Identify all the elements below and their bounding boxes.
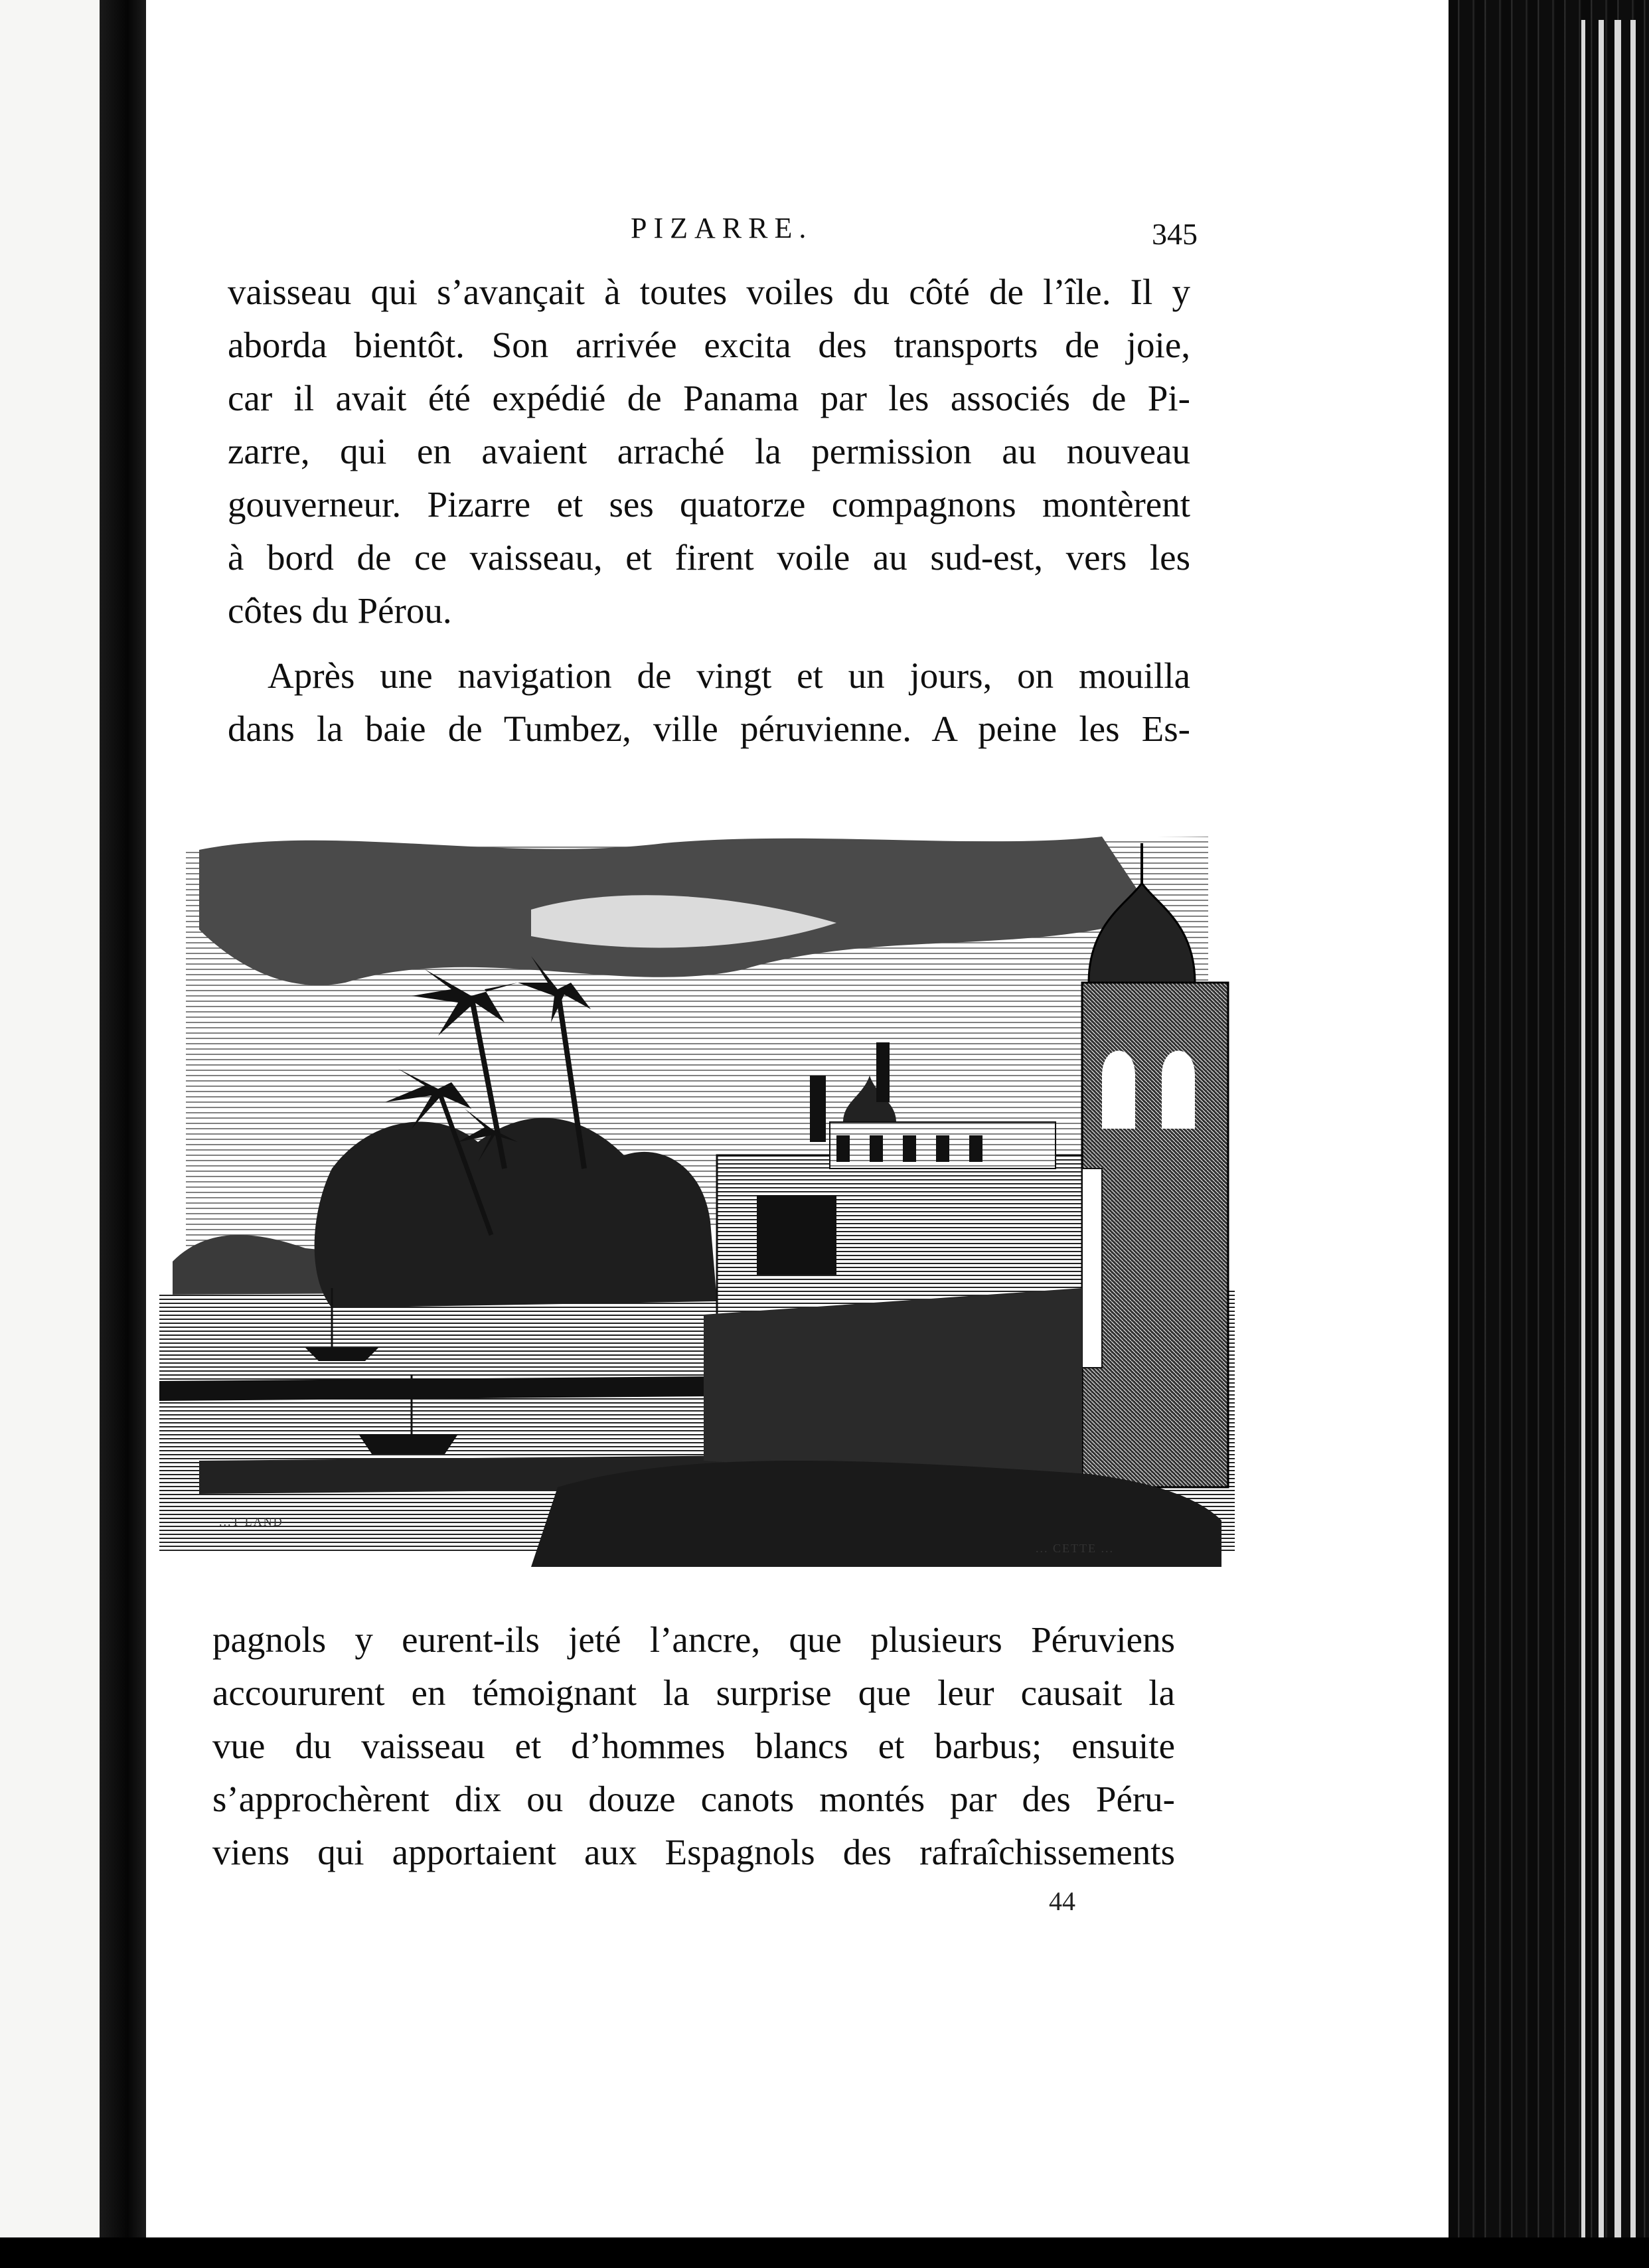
text-line: vue du vaisseau et d’hommes blancs et barbus; ensuite xyxy=(212,1726,1175,1766)
text-line: zarre, qui en avaient arraché la permission au nouveau xyxy=(228,431,1190,471)
text-line: gouverneur. Pizarre et ses quatorze compagnons montèrent xyxy=(228,484,1190,525)
book-gutter xyxy=(100,0,146,2268)
paragraph-1 xyxy=(228,266,1190,637)
text-line: Après une navigation de vingt et un jours, on mouilla xyxy=(268,655,1190,696)
text-line: s’approchèrent dix ou douze canots montés par des Péru- xyxy=(212,1779,1175,1819)
text-line: côtes du Pérou. xyxy=(228,590,452,631)
paragraph-3 xyxy=(212,1613,1175,1879)
scan-bottom-border xyxy=(0,2237,1649,2268)
page-fore-edge xyxy=(1449,0,1649,2268)
running-head: PIZARRE. xyxy=(631,212,813,244)
text-line: viens qui apportaient aux Espagnols des rafraîchissements xyxy=(212,1832,1175,1872)
engraver-credit-left: ...T LAND xyxy=(219,1515,283,1528)
text-line: pagnols y eurent-ils jeté l’ancre, que plusieurs Péruviens xyxy=(212,1619,1175,1660)
text-line: vaisseau qui s’avançait à toutes voiles du côté de l’île. Il y xyxy=(228,272,1190,312)
text-line: à bord de ce vaisseau, et firent voile au sud-est, vers les xyxy=(228,537,1190,578)
page-number: 345 xyxy=(1152,217,1198,251)
text-line: car il avait été expédié de Panama par les associés de Pi- xyxy=(228,378,1190,418)
engraving-illustration xyxy=(159,823,1235,1574)
text-line: accoururent en témoignant la surprise que leur causait la xyxy=(212,1672,1175,1713)
printer-signature-mark: 44 xyxy=(1049,1886,1075,1916)
paragraph-2 xyxy=(228,649,1190,756)
text-line: aborda bientôt. Son arrivée excita des transports de joie, xyxy=(228,325,1190,365)
text-line: dans la baie de Tumbez, ville péruvienne. A peine les Es- xyxy=(228,708,1190,749)
facing-page-edge xyxy=(0,0,100,2268)
engraver-credit-right: ... CETTE ... xyxy=(1036,1542,1114,1555)
